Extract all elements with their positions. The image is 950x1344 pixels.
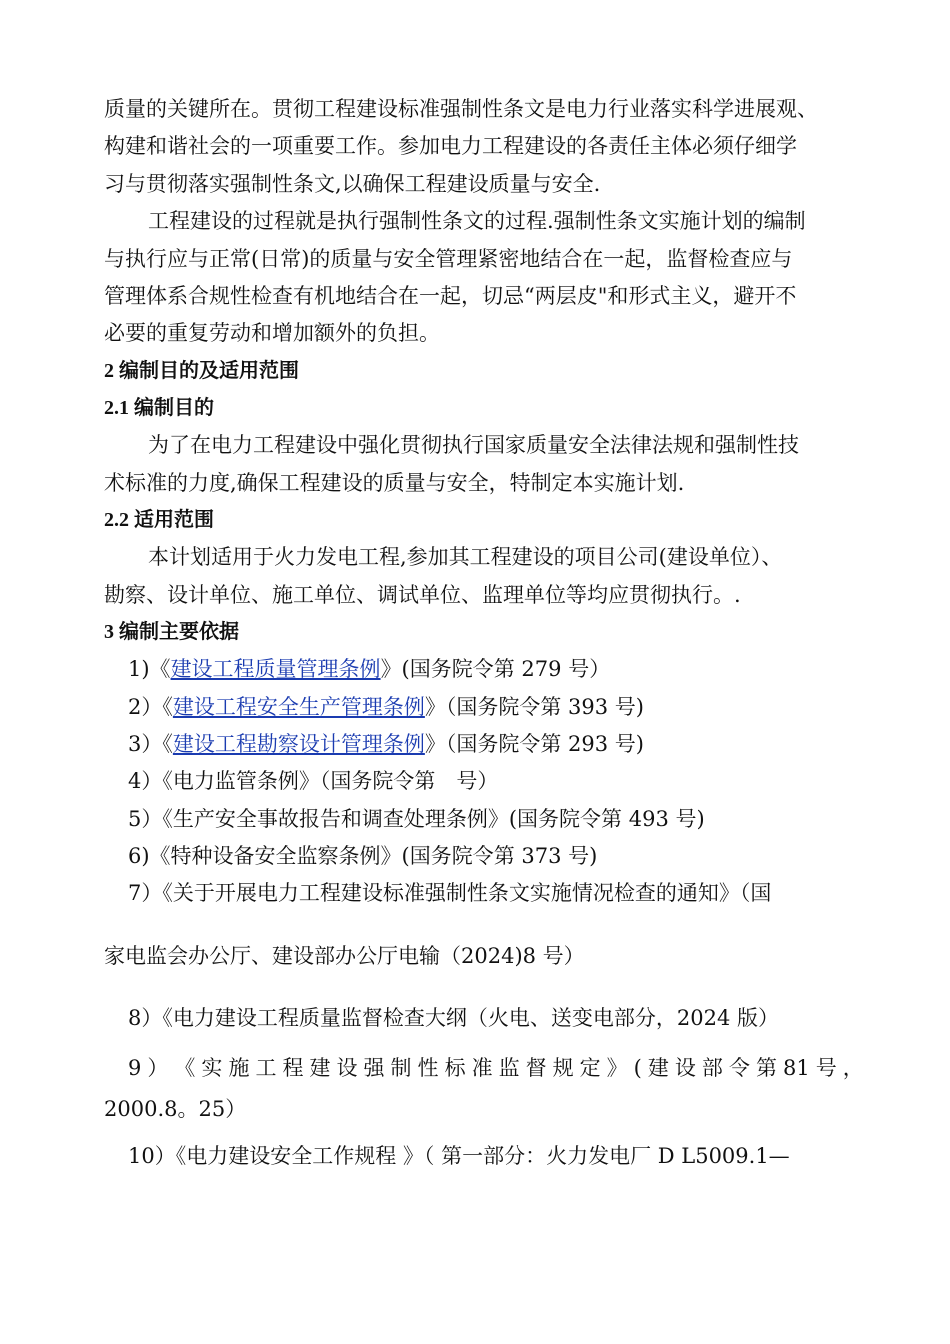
reference-suffix: 》（国务院令第 293 号) <box>424 732 645 756</box>
body-text-line: 管理体系合规性检查有机地结合在一起，切忌“两层皮"和形式主义，避开不 <box>104 284 797 308</box>
reference-prefix: 2）《 <box>128 695 173 719</box>
justified-char: 工 <box>255 1056 277 1080</box>
justified-char: 第 <box>755 1056 777 1080</box>
justified-char: 建 <box>309 1056 331 1080</box>
section-heading: 3 编制主要依据 <box>104 621 239 643</box>
body-text-line: 构建和谐社会的一项重要工作。参加电力工程建设的各责任主体必须仔细学 <box>104 134 797 158</box>
justified-char: ） <box>147 1056 169 1080</box>
justified-char: 《 <box>174 1056 196 1080</box>
section-heading: 2 编制目的及适用范围 <box>104 360 299 382</box>
justified-char: 部 <box>701 1056 723 1080</box>
reference-item-justified <box>128 1053 864 1083</box>
subsection-heading: 2.1 编制目的 <box>104 397 214 419</box>
justified-char: ( <box>633 1056 642 1080</box>
justified-char: ， <box>842 1056 864 1080</box>
body-text-line: 勘察、设计单位、施工单位、调试单位、监理单位等均应贯彻执行。. <box>104 583 741 607</box>
justified-char: 实 <box>201 1056 223 1080</box>
reference-item-continued: 家电监会办公厅、建设部办公厅电输（2024)8 号） <box>104 944 585 968</box>
reference-item <box>128 692 644 722</box>
body-text-line: 必要的重复劳动和增加额外的负担。 <box>104 321 440 345</box>
justified-char: 建 <box>647 1056 669 1080</box>
reference-item: 7）《关于开展电力工程建设标准强制性条文实施情况检查的通知》（国 <box>128 881 772 905</box>
body-text-line: 为了在电力工程建设中强化贯彻执行国家质量安全法律法规和强制性技 <box>148 433 799 457</box>
justified-char: 9 <box>128 1056 142 1080</box>
justified-char: 设 <box>674 1056 696 1080</box>
justified-char: 》 <box>606 1056 628 1080</box>
justified-char: 强 <box>363 1056 385 1080</box>
reference-item-continued: 2000.8。25） <box>104 1097 247 1121</box>
reference-item: 6)《特种设备安全监察条例》(国务院令第 373 号) <box>128 844 598 868</box>
justified-char: 标 <box>444 1056 466 1080</box>
reference-item: 8）《电力建设工程质量监督检查大纲（火电、送变电部分，2024 版） <box>128 1006 779 1030</box>
reference-item: 10）《电力建设安全工作规程 》（ 第一部分：火力发电厂 D L5009.1— <box>128 1144 790 1168</box>
justified-char: 准 <box>471 1056 493 1080</box>
justified-char: 81 <box>782 1056 810 1080</box>
reference-link[interactable]: 建设工程安全生产管理条例 <box>172 695 425 719</box>
reference-item <box>128 729 644 759</box>
body-text-line: 与执行应与正常(日常)的质量与安全管理紧密地结合在一起，监督检查应与 <box>104 247 793 271</box>
reference-prefix: 1)《 <box>128 657 171 681</box>
reference-suffix: 》(国务院令第 279 号） <box>380 657 611 681</box>
subsection-heading: 2.2 适用范围 <box>104 509 214 531</box>
justified-char: 性 <box>417 1056 439 1080</box>
reference-link[interactable]: 建设工程勘察设计管理条例 <box>172 732 425 756</box>
reference-item: 4）《电力监管条例》（国务院令第 号） <box>128 769 499 793</box>
reference-item <box>128 654 610 684</box>
justified-char: 定 <box>579 1056 601 1080</box>
justified-char: 规 <box>552 1056 574 1080</box>
reference-link[interactable]: 建设工程质量管理条例 <box>170 657 381 681</box>
justified-char: 督 <box>525 1056 547 1080</box>
justified-char: 设 <box>336 1056 358 1080</box>
reference-suffix: 》（国务院令第 393 号) <box>424 695 645 719</box>
justified-char: 程 <box>282 1056 304 1080</box>
justified-char: 令 <box>728 1056 750 1080</box>
justified-char: 施 <box>228 1056 250 1080</box>
reference-prefix: 3）《 <box>128 732 173 756</box>
justified-char: 制 <box>390 1056 412 1080</box>
body-text-line: 工程建设的过程就是执行强制性条文的过程.强制性条文实施计划的编制 <box>148 209 806 233</box>
body-text-line: 习与贯彻落实强制性条文,以确保工程建设质量与安全. <box>104 172 601 196</box>
body-text-line: 术标准的力度,确保工程建设的质量与安全，特制定本实施计划. <box>104 471 685 495</box>
body-text-line: 质量的关键所在。贯彻工程建设标准强制性条文是电力行业落实科学进展观、 <box>104 97 818 121</box>
reference-item: 5）《生产安全事故报告和调查处理条例》(国务院令第 493 号) <box>128 807 705 831</box>
body-text-line: 本计划适用于火力发电工程,参加其工程建设的项目公司(建设单位）、 <box>148 545 783 569</box>
justified-char: 监 <box>498 1056 520 1080</box>
justified-char: 号 <box>815 1056 837 1080</box>
